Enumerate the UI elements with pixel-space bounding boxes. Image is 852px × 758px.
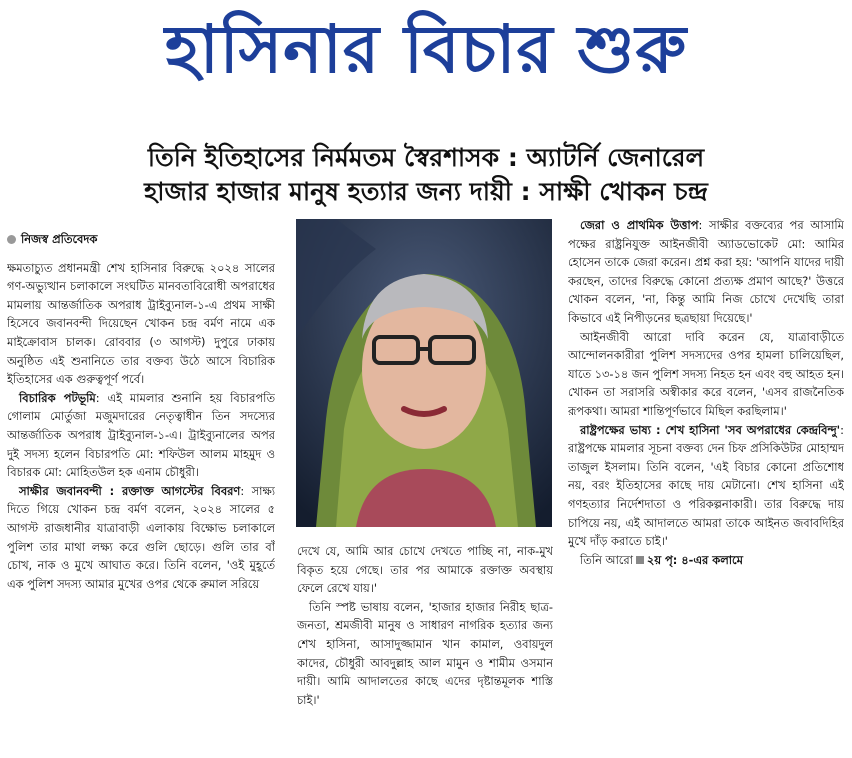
state-text: : রাষ্ট্রপক্ষে মামলার সূচনা বক্তব্য দেন চিফ প্রসিকিউটর মোহাম্মদ তাজুল ইসলাম। তিনি বলেন, 'এই বিচার কোনো প্রতিশোধ নয়, বরং ইতিহাসের কাছে দায় মেটানো। শেখ হাসিনা এই গণহত্যার নির্দেশদাতা ও পরিকল্পনাকারী। তার বিরুদ্ধে দায় চাপিয়ে নয়, এই আদালতে আমরা তাকে আইনত জবাবদিহির মুখে দাঁড় করাতে চাই।' [568, 422, 844, 549]
col2-paragraph-1: দেখে যে, আমি আর চোখে দেখতে পাচ্ছি না, নাক-মুখ বিকৃত হয়ে গেছে। তার পর আমাকে রক্তাক্ত অবস্থায় ফেলে রেখে যায়।' [297, 544, 553, 596]
byline-text: নিজস্ব প্রতিবেদক [21, 232, 98, 246]
subheadline-2: হাজার হাজার মানুষ হত্যার জন্য দায়ী : সাক্ষী খোকন চন্দ্র [144, 177, 708, 206]
col2-paragraph-2: তিনি স্পষ্ট ভাষায় বলেন, 'হাজার হাজার নিরীহ ছাত্র-জনতা, শ্রমজীবী মানুষ ও সাধারণ নাগরিক হত্যার জন্য শেখ হাসিনা, আসাদুজ্জামান খান কামাল, ওবায়দুল কাদের, চৌধুরী আবদুল্লাহ আল মামুন ও শামীম ওসমান দায়ী। আমি আদালতের কাছে এদের দৃষ্টান্তমূলক শাস্তি চাই।' [297, 599, 553, 707]
witness-text: : সাক্ষ্য দিতে গিয়ে খোকন চন্দ্র বর্মণ বলেন, ২০২৪ সালের ৫ আগস্ট রাজধানীর যাত্রাবাড়ী এলাকায় বিক্ষোভ চলাকালে পুলিশ তার মাথা লক্ষ্য করে গুলি ছোড়ে। গুলি তার বাঁ চোখ, নাক ও মুখে আঘাত করে। তিনি বলেন, 'ওই মুহূর্তে এক পুলিশ সদস্য আমার মুখের ওপর থেকে রুমাল সরিয়ে [7, 483, 275, 591]
square-bullet-icon [636, 556, 644, 564]
portrait-illustration [296, 219, 552, 527]
background-paragraph [7, 389, 275, 482]
state-paragraph [568, 421, 844, 551]
article-column-1 [7, 230, 275, 750]
cross-exam-paragraph [568, 216, 844, 328]
headline: হাসিনার বিচার শুরু [164, 11, 688, 88]
byline [7, 230, 275, 249]
article-column-2 [297, 542, 553, 752]
continuation-reference[interactable]: ২য় পৃ: ৪-এর কলামে [646, 552, 743, 567]
col3-paragraph-2: আইনজীবী আরো দাবি করেন যে, যাত্রাবাড়ীতে আন্দোলনকারীরা পুলিশ সদস্যদের ওপর হামলা চালিয়েছিল, যাতে ১৩-১৪ জন পুলিশ সদস্য নিহত হন এবং বহু আহত হন। খোকন তা সরাসরি অস্বীকার করে বলেন, 'এসব রাজনৈতিক রূপকথা। আমরা শান্তিপূর্ণভাবে মিছিল করছিলাম।' [568, 329, 844, 418]
article-column-3 [568, 216, 844, 756]
background-subhead: বিচারিক পটভূমি [19, 390, 96, 405]
background-text: : এই মামলার শুনানি হয় বিচারপতি গোলাম মোর্তুজা মজুমদারের নেতৃত্বাধীন তিন সদস্যের আন্তর্জাতিক অপরাধ ট্রাইব্যুনাল-১-এ। ট্রাইব্যুনালের অপর দুই সদস্য হলেন বিচারপতি মো: শফিউল আলম মাহমুদ ও বিচারক মো: মোহিতউল হক এনাম চৌধুরী। [7, 390, 275, 480]
continuation-line [568, 551, 844, 570]
witness-paragraph [7, 482, 275, 594]
continuation-lead: তিনি আরো [580, 552, 633, 567]
cross-exam-subhead: জেরা ও প্রাথমিক উত্তাপ [580, 218, 699, 232]
intro-paragraph: ক্ষমতাচ্যুত প্রধানমন্ত্রী শেখ হাসিনার বিরুদ্ধে ২০২৪ সালের গণ-অভ্যুত্থান চলাকালে সংঘটিত মানবতাবিরোধী অপরাধের মামলায় আন্তর্জাতিক অপরাধ ট্রাইব্যুনাল-১-এ প্রথম সাক্ষী হিসেবে জবানবন্দী দিয়েছেন খোকন চন্দ্র বর্মণ নামে এক মাইক্রোবাস চালক। রোববার (৩ আগস্ট) দুপুরে ঢাকায় অনুষ্ঠিত এই শুনানিতে তার বক্তব্য উঠে আসে বিচারিক ইতিহাসের এক গুরুত্বপূর্ণ পর্বে। [7, 260, 275, 387]
bullet-icon [7, 235, 16, 244]
witness-subhead: সাক্ষীর জবানবন্দী : রক্তাক্ত আগস্টের বিবরণ [19, 483, 241, 498]
state-subhead: রাষ্ট্রপক্ষের ভাষ্য : শেখ হাসিনা 'সব অপরাধের কেন্দ্রবিন্দু' [580, 422, 841, 437]
portrait-photo [296, 219, 552, 527]
subheadline-1: তিনি ইতিহাসের নির্মমতম স্বৈরশাসক : অ্যাটর্নি জেনারেল [147, 143, 705, 172]
cross-exam-text: : সাক্ষীর বক্তব্যের পর আসামি পক্ষের রাষ্ট্রনিযুক্ত আইনজীবী অ্যাডভোকেট মো: আমির হোসেন তাকে জেরা করেন। প্রশ্ন করা হয়: 'আপনি যাদের দায়ী করছেন, তাদের বিরুদ্ধে কোনো প্রত্যক্ষ প্রমাণ আছে?' উত্তরে খোকন বলেন, 'না, কিন্তু আমি নিজ চোখে দেখেছি তারা কিভাবে এই নিপীড়নের ছত্রছায়া দিয়েছে।' [568, 218, 844, 325]
